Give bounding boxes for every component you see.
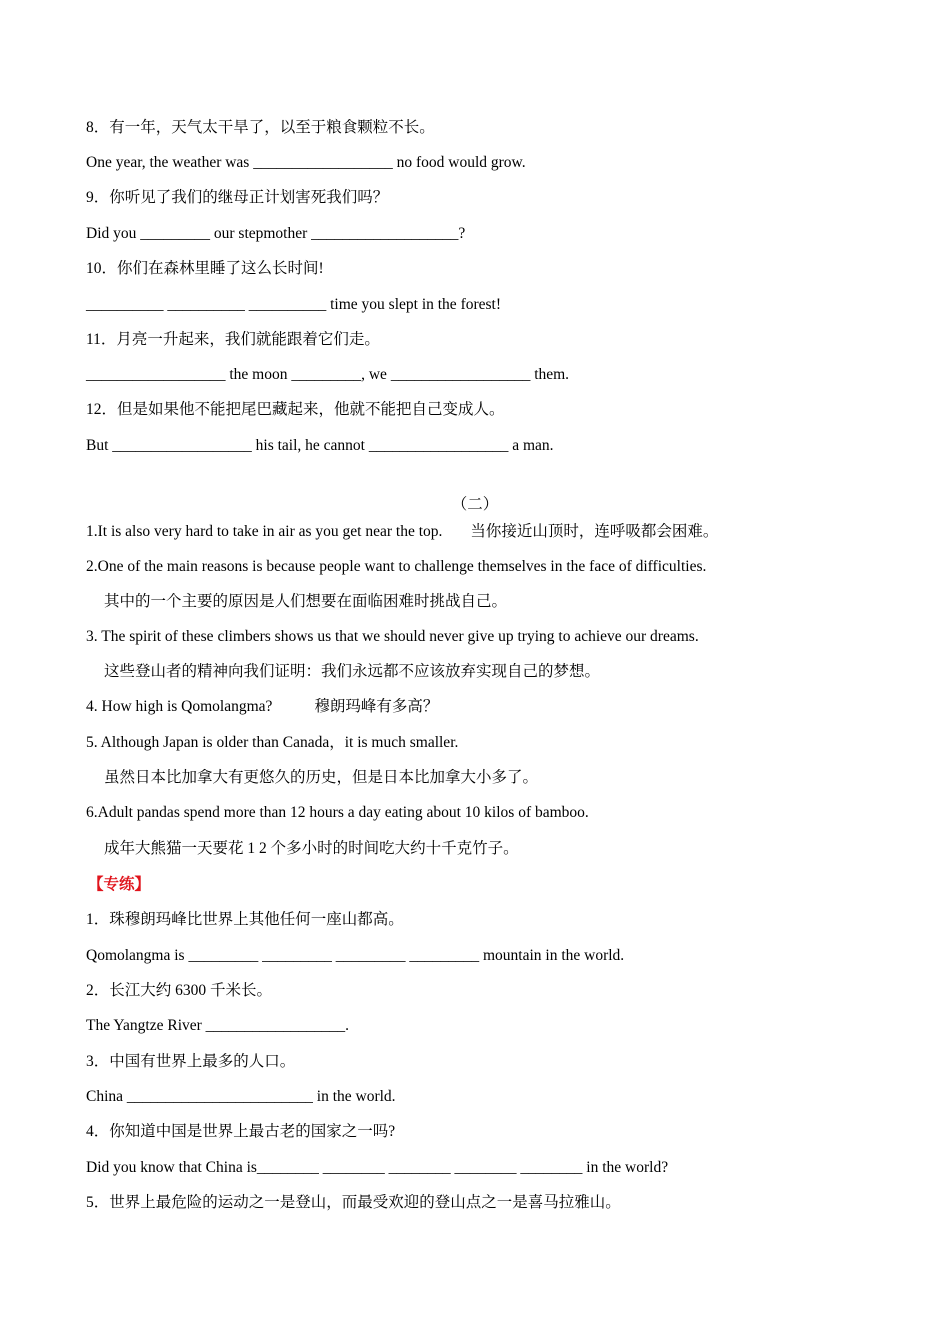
practice-2-english: The Yangtze River __________________.	[86, 1017, 350, 1034]
sentence-1	[86, 522, 718, 542]
section-2-heading: （二）	[451, 496, 499, 513]
practice-1-chinese: 1．珠穆朗玛峰比世界上其他任何一座山都高。	[86, 911, 404, 928]
question-8-english: One year, the weather was __________________ no food would grow.	[86, 154, 526, 171]
question-9-chinese: 9．你听见了我们的继母正计划害死我们吗？	[86, 189, 389, 206]
question-12-english: But __________________ his tail, he cannot __________________ a man.	[86, 437, 554, 454]
sentence-4-english: 4. How high is Qomolangma?	[86, 698, 273, 715]
sentence-4-chinese: 穆朗玛峰有多高？	[314, 698, 439, 715]
practice-heading: 【专练】	[88, 875, 151, 893]
question-12-chinese: 12．但是如果他不能把尾巴藏起来，他就不能把自己变成人。	[86, 401, 505, 418]
practice-3-english: China ________________________ in the world.	[86, 1088, 396, 1105]
practice-5-chinese: 5．世界上最危险的运动之一是登山，而最受欢迎的登山点之一是喜马拉雅山。	[86, 1194, 621, 1211]
practice-3-chinese: 3．中国有世界上最多的人口。	[86, 1053, 296, 1070]
question-10-english: __________ __________ __________ time you slept in the forest!	[86, 296, 502, 313]
question-11-chinese: 11．月亮一升起来，我们就能跟着它们走。	[86, 331, 380, 348]
sentence-6-chinese: 成年大熊猫一天要花 1 2 个多小时的时间吃大约十千克竹子。	[104, 840, 519, 857]
practice-4-chinese: 4．你知道中国是世界上最古老的国家之一吗?	[86, 1123, 396, 1140]
sentence-6-english: 6.Adult pandas spend more than 12 hours a day eating about 10 kilos of bamboo.	[86, 804, 589, 821]
practice-1-english: Qomolangma is _________ _________ _________ _________ mountain in the world.	[86, 947, 625, 964]
sentence-5-chinese: 虽然日本比加拿大有更悠久的历史，但是日本比加拿大小多了。	[104, 769, 539, 786]
question-11-english: __________________ the moon _________, we __________________ them.	[86, 366, 570, 383]
practice-4-english: Did you know that China is________ ________ ________ ________ ________ in the world?	[86, 1159, 669, 1176]
question-8-chinese: 8．有一年，天气太干旱了，以至于粮食颗粒不长。	[86, 119, 435, 136]
sentence-5-english: 5. Although Japan is older than Canada，it is much smaller.	[86, 734, 459, 751]
sentence-2-chinese: 其中的一个主要的原因是人们想要在面临困难时挑战自己。	[104, 593, 508, 610]
sentence-4	[86, 697, 438, 717]
sentence-3-english: 3. The spirit of these climbers shows us that we should never give up trying to achieve our dreams.	[86, 628, 699, 645]
question-9-english: Did you _________ our stepmother ___________________?	[86, 225, 466, 242]
practice-2-chinese: 2．长江大约 6300 千米长。	[86, 982, 273, 999]
sentence-1-english: 1.It is also very hard to take in air as you get near the top.	[86, 523, 443, 540]
sentence-2-english: 2.One of the main reasons is because people want to challenge themselves in the face of difficulties.	[86, 558, 707, 575]
question-10-chinese: 10．你们在森林里睡了这么长时间!	[86, 260, 324, 277]
sentence-3-chinese: 这些登山者的精神向我们证明：我们永远都不应该放弃实现自己的梦想。	[104, 663, 601, 680]
sentence-1-chinese: 当你接近山顶时，连呼吸都会困难。	[470, 523, 719, 540]
